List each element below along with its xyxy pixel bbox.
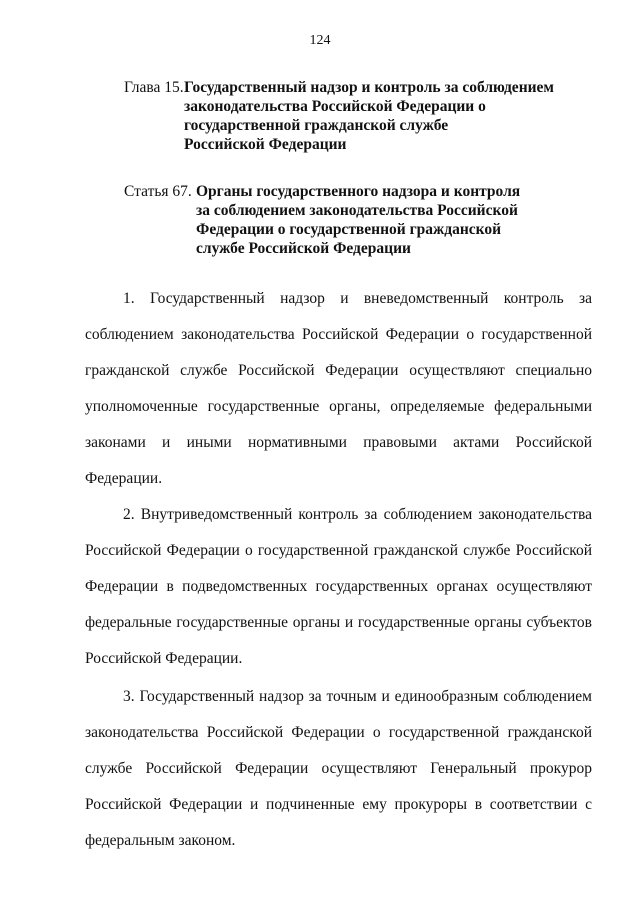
article-body bbox=[85, 281, 592, 859]
chapter-title-line: Государственный надзор и контроль за соблюдением bbox=[184, 79, 554, 96]
article-title-line: службе Российской Федерации bbox=[196, 240, 411, 257]
chapter-title-line: законодательства Российской Федерации о bbox=[184, 98, 486, 115]
article-prefix: Статья 67. bbox=[124, 183, 192, 200]
article-title bbox=[196, 182, 520, 258]
chapter-title-line: государственной гражданской службе bbox=[184, 117, 449, 134]
page-number: 124 bbox=[309, 33, 331, 48]
paragraph-1: 1. Государственный надзор и вневедомственный контроль за соблюдением законодательства Российской Федерации о государственной гражданской службе Российской Федерации осуществляют специально уполномоченные государственные органы, определяемые федеральными законами и иными нормативными правовыми актами Российской Федерации. bbox=[85, 290, 592, 487]
chapter-title bbox=[184, 78, 554, 154]
chapter-title-line: Российской Федерации bbox=[184, 136, 347, 153]
paragraph-2: 2. Внутриведомственный контроль за соблюдением законодательства Российской Федерации о государственной гражданской службе Российской Федерации в подведомственных государственных органах осуществляют федеральные государственные органы и государственные органы субъектов Российской Федерации. bbox=[85, 506, 592, 667]
chapter-prefix: Глава 15. bbox=[124, 79, 184, 96]
article-title-line: Федерации о государственной гражданской bbox=[196, 221, 502, 238]
paragraph-3: 3. Государственный надзор за точным и единообразным соблюдением законодательства Российской Федерации о государственной гражданской службе Российской Федерации осуществляют Генеральный прокурор Российской Федерации и подчиненные ему прокуроры в соответствии с федеральным законом. bbox=[85, 688, 592, 849]
article-title-line: Органы государственного надзора и контроля bbox=[196, 183, 521, 200]
article-title-line: за соблюдением законодательства Российской bbox=[196, 202, 518, 219]
